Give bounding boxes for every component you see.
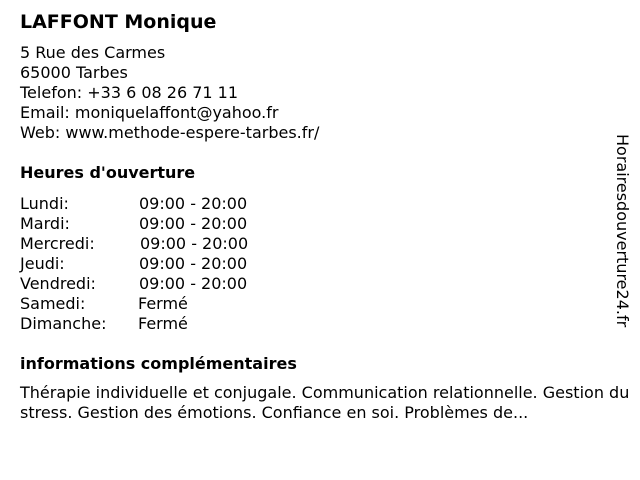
address-city: 65000 Tarbes	[20, 63, 128, 82]
additional-info-heading: informations complémentaires	[20, 354, 297, 373]
day-hours: 09:00 - 20:00	[139, 214, 248, 233]
day-label: Lundi:	[20, 194, 69, 213]
day-label: Mercredi:	[20, 234, 95, 253]
day-hours: 09:00 - 20:00	[139, 274, 248, 293]
website-url: Web: www.methode-espere-tarbes.fr/	[20, 123, 320, 142]
site-watermark: Horairesdouverture24.fr	[613, 134, 632, 328]
day-hours: 09:00 - 20:00	[139, 194, 248, 213]
day-hours: Fermé	[138, 314, 188, 333]
hours-row-monday	[20, 194, 320, 214]
opening-hours-heading: Heures d'ouverture	[20, 163, 196, 182]
hours-row-friday	[20, 274, 320, 294]
day-label: Jeudi:	[20, 254, 65, 273]
contact-block	[20, 43, 319, 143]
hours-row-tuesday	[20, 214, 320, 234]
additional-info-text: Thérapie individuelle et conjugale. Communication relationnelle. Gestion du stress. Gestion des émotions. Confiance en soi. Problèmes de...	[20, 383, 630, 422]
day-hours: 09:00 - 20:00	[140, 234, 249, 253]
business-name: LAFFONT Monique	[20, 11, 217, 33]
hours-row-sunday	[20, 314, 320, 334]
hours-row-thursday	[20, 254, 320, 274]
opening-hours-table	[20, 194, 320, 334]
day-label: Samedi:	[20, 294, 86, 313]
hours-row-wednesday	[20, 234, 320, 254]
hours-row-saturday	[20, 294, 320, 314]
email-address: Email: moniquelaffont@yahoo.fr	[20, 103, 279, 122]
address-street: 5 Rue des Carmes	[20, 43, 166, 62]
phone-number: Telefon: +33 6 08 26 71 11	[20, 83, 239, 102]
day-label: Dimanche:	[20, 314, 107, 333]
day-hours: 09:00 - 20:00	[139, 254, 248, 273]
day-hours: Fermé	[138, 294, 188, 313]
day-label: Mardi:	[20, 214, 70, 233]
day-label: Vendredi:	[20, 274, 96, 293]
